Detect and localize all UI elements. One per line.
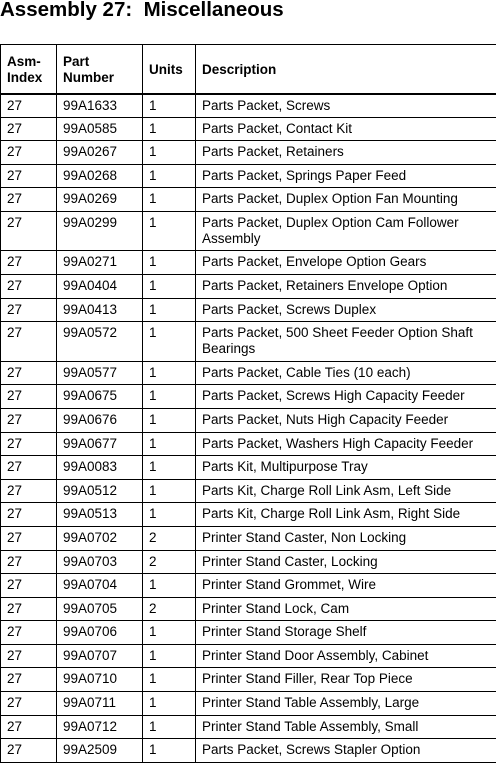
cell-description: Parts Packet, Envelope Option Gears: [196, 251, 496, 275]
table-row: [1, 550, 496, 574]
cell-part-number: 99A0271: [57, 251, 143, 275]
cell-description: Printer Stand Door Assembly, Cabinet: [196, 644, 496, 668]
cell-units: 2: [143, 526, 196, 550]
cell-units: 1: [143, 94, 196, 118]
cell-asm-index: 27: [1, 597, 57, 621]
cell-description: Parts Packet, Washers High Capacity Feeder: [196, 432, 496, 456]
table-row: [1, 526, 496, 550]
cell-part-number: 99A0676: [57, 408, 143, 432]
cell-description: Parts Kit, Charge Roll Link Asm, Right Side: [196, 503, 496, 527]
cell-units: 1: [143, 211, 196, 251]
table-row: [1, 188, 496, 212]
header-units-label: Units: [149, 62, 183, 77]
cell-units: 1: [143, 408, 196, 432]
table-row: [1, 456, 496, 480]
cell-units: 1: [143, 432, 196, 456]
cell-part-number: 99A0404: [57, 275, 143, 299]
header-part-number: [57, 45, 143, 94]
cell-part-number: 99A0268: [57, 164, 143, 188]
cell-asm-index: 27: [1, 503, 57, 527]
cell-part-number: 99A0675: [57, 385, 143, 409]
cell-units: 1: [143, 188, 196, 212]
cell-part-number: 99A0513: [57, 503, 143, 527]
cell-asm-index: 27: [1, 644, 57, 668]
cell-asm-index: 27: [1, 188, 57, 212]
cell-description: Printer Stand Lock, Cam: [196, 597, 496, 621]
cell-part-number: 99A0704: [57, 574, 143, 598]
cell-description: Parts Packet, Retainers Envelope Option: [196, 275, 496, 299]
cell-asm-index: 27: [1, 668, 57, 692]
cell-description: Parts Packet, Screws: [196, 94, 496, 118]
header-asm-index-label: Asm- Index: [7, 54, 42, 85]
cell-part-number: 99A0703: [57, 550, 143, 574]
table-row: [1, 211, 496, 251]
table-row: [1, 503, 496, 527]
cell-part-number: 99A0083: [57, 456, 143, 480]
cell-description: Parts Packet, 500 Sheet Feeder Option Shaft Bearings: [196, 322, 496, 362]
cell-description: Parts Packet, Retainers: [196, 141, 496, 165]
table-row: [1, 715, 496, 739]
table-row: [1, 432, 496, 456]
cell-description: Printer Stand Grommet, Wire: [196, 574, 496, 598]
cell-description: Parts Kit, Multipurpose Tray: [196, 456, 496, 480]
cell-asm-index: 27: [1, 432, 57, 456]
cell-asm-index: 27: [1, 141, 57, 165]
cell-part-number: 99A0706: [57, 621, 143, 645]
cell-asm-index: 27: [1, 550, 57, 574]
table-row: [1, 275, 496, 299]
table-row: [1, 644, 496, 668]
table-row: [1, 251, 496, 275]
cell-units: 1: [143, 715, 196, 739]
cell-description: Parts Packet, Screws Duplex: [196, 298, 496, 322]
table-header: [1, 45, 496, 94]
cell-description: Printer Stand Caster, Locking: [196, 550, 496, 574]
cell-units: 1: [143, 574, 196, 598]
cell-part-number: 99A0267: [57, 141, 143, 165]
cell-part-number: 99A0299: [57, 211, 143, 251]
cell-units: 1: [143, 739, 196, 763]
cell-units: 1: [143, 275, 196, 299]
cell-asm-index: 27: [1, 251, 57, 275]
cell-units: 2: [143, 550, 196, 574]
cell-part-number: 99A0585: [57, 117, 143, 141]
cell-units: 1: [143, 621, 196, 645]
cell-units: 1: [143, 141, 196, 165]
cell-description: Printer Stand Filler, Rear Top Piece: [196, 668, 496, 692]
cell-description: Parts Packet, Nuts High Capacity Feeder: [196, 408, 496, 432]
cell-asm-index: 27: [1, 298, 57, 322]
cell-units: 1: [143, 644, 196, 668]
cell-asm-index: 27: [1, 361, 57, 385]
cell-part-number: 99A0711: [57, 692, 143, 716]
cell-asm-index: 27: [1, 526, 57, 550]
cell-units: 1: [143, 385, 196, 409]
cell-part-number: 99A0712: [57, 715, 143, 739]
table-row: [1, 597, 496, 621]
cell-units: 1: [143, 668, 196, 692]
cell-asm-index: 27: [1, 574, 57, 598]
cell-part-number: 99A0269: [57, 188, 143, 212]
cell-part-number: 99A0705: [57, 597, 143, 621]
cell-part-number: 99A0413: [57, 298, 143, 322]
table-row: [1, 739, 496, 763]
cell-units: 1: [143, 322, 196, 362]
cell-asm-index: 27: [1, 211, 57, 251]
cell-description: Parts Packet, Duplex Option Fan Mounting: [196, 188, 496, 212]
table-row: [1, 298, 496, 322]
parts-table: [0, 44, 496, 763]
table-row: [1, 668, 496, 692]
table-row: [1, 408, 496, 432]
cell-asm-index: 27: [1, 117, 57, 141]
table-row: [1, 164, 496, 188]
cell-part-number: 99A0677: [57, 432, 143, 456]
cell-units: 1: [143, 692, 196, 716]
page-title: Assembly 27: Miscellaneous: [0, 0, 284, 23]
cell-asm-index: 27: [1, 164, 57, 188]
cell-units: 1: [143, 479, 196, 503]
cell-units: 1: [143, 503, 196, 527]
table-row: [1, 574, 496, 598]
cell-description: Printer Stand Table Assembly, Large: [196, 692, 496, 716]
cell-units: 1: [143, 456, 196, 480]
header-units: [143, 45, 196, 94]
cell-description: Parts Packet, Duplex Option Cam Follower Assembly: [196, 211, 496, 251]
cell-asm-index: 27: [1, 322, 57, 362]
table-row: [1, 385, 496, 409]
table-row: [1, 621, 496, 645]
cell-asm-index: 27: [1, 479, 57, 503]
table-row: [1, 117, 496, 141]
table-row: [1, 692, 496, 716]
cell-units: 1: [143, 251, 196, 275]
header-description-label: Description: [202, 62, 276, 77]
cell-units: 2: [143, 597, 196, 621]
cell-description: Parts Packet, Screws High Capacity Feeder: [196, 385, 496, 409]
cell-asm-index: 27: [1, 456, 57, 480]
table-row: [1, 361, 496, 385]
cell-units: 1: [143, 164, 196, 188]
cell-description: Printer Stand Table Assembly, Small: [196, 715, 496, 739]
cell-asm-index: 27: [1, 275, 57, 299]
cell-description: Parts Kit, Charge Roll Link Asm, Left Side: [196, 479, 496, 503]
table-row: [1, 322, 496, 362]
table-row: [1, 141, 496, 165]
cell-part-number: 99A0710: [57, 668, 143, 692]
cell-units: 1: [143, 117, 196, 141]
cell-part-number: 99A0707: [57, 644, 143, 668]
table-body: [1, 94, 496, 763]
header-description: [196, 45, 496, 94]
cell-asm-index: 27: [1, 715, 57, 739]
cell-part-number: 99A1633: [57, 94, 143, 118]
cell-asm-index: 27: [1, 94, 57, 118]
cell-asm-index: 27: [1, 739, 57, 763]
cell-asm-index: 27: [1, 692, 57, 716]
cell-asm-index: 27: [1, 408, 57, 432]
cell-description: Parts Packet, Cable Ties (10 each): [196, 361, 496, 385]
header-asm-index: [1, 45, 57, 94]
header-part-number-label: Part Number: [63, 54, 114, 85]
cell-description: Printer Stand Caster, Non Locking: [196, 526, 496, 550]
table-row: [1, 479, 496, 503]
cell-part-number: 99A0702: [57, 526, 143, 550]
table-row: [1, 94, 496, 118]
cell-asm-index: 27: [1, 385, 57, 409]
header-row: [1, 45, 496, 94]
cell-part-number: 99A2509: [57, 739, 143, 763]
cell-description: Parts Packet, Contact Kit: [196, 117, 496, 141]
cell-units: 1: [143, 361, 196, 385]
cell-description: Printer Stand Storage Shelf: [196, 621, 496, 645]
cell-asm-index: 27: [1, 621, 57, 645]
cell-units: 1: [143, 298, 196, 322]
cell-part-number: 99A0577: [57, 361, 143, 385]
cell-description: Parts Packet, Springs Paper Feed: [196, 164, 496, 188]
cell-part-number: 99A0572: [57, 322, 143, 362]
cell-description: Parts Packet, Screws Stapler Option: [196, 739, 496, 763]
cell-part-number: 99A0512: [57, 479, 143, 503]
